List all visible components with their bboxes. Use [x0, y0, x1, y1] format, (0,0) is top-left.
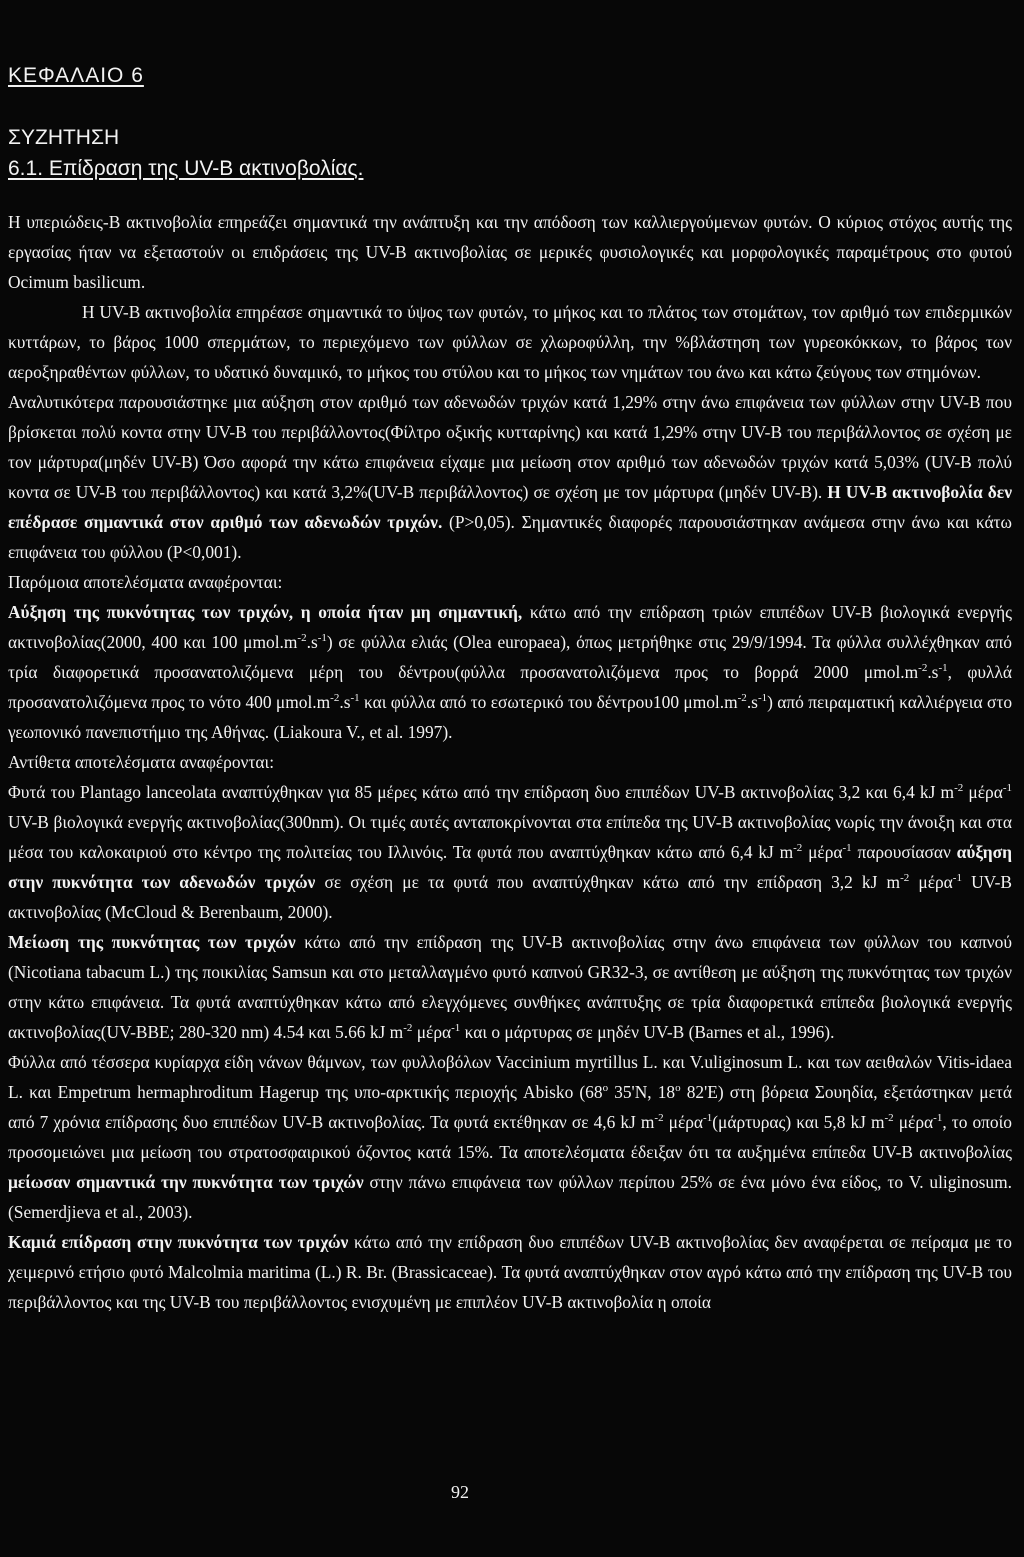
paragraph-plantago: Φυτά του Plantago lanceolata αναπτύχθηκαν για 85 μέρες κάτω από την επίδραση δυο επιπέδων UV-B ακτινοβολίας 3,2 και 6,4 kJ $m^{-2}$ μέρα$^{-1}$ UV-B βιολογικά ενεργής ακτινοβολίας(300nm). Οι τιμές αυτές ανταποκρίνονται στα επίπεδα της UV-B ακτινοβολίας νωρίς την άνοιξη και στα μέσα του καλοκαιριού στο κέντρο της πολιτείας του Ιλλινόις. Τα φυτά που αναπτύχθηκαν κάτω από 6,4 kJ $m^{-2}$ μέρα$^{-1}$ παρουσίασαν αύξηση στην πυκνότητα των αδενωδών τριχών σε σχέση με τα φυτά που αναπτύχθηκαν κάτω από την επίδραση 3,2 kJ $m^{-2}$ μέρα$^{-1}$ UV-B ακτινοβολίας (McCloud & Berenbaum, 2000). — [8, 782, 1012, 922]
paragraph-effects: Η UV-B ακτινοβολία επηρέασε σημαντικά το ύψος των φυτών, το μήκος και το πλάτος των στομάτων, τον αριθμό των επιδερμικών κυττάρων, το βάρος 1000 σπερμάτων, το περιεχόμενο των φύλλων σε χλωροφύλλη, την %βλάστηση των γυρεοκόκκων, το βάρος των αεροξηραθέντων φύλλων, το υδατικό δυναμικό, το μήκος του στύλου και το μήκος των νημάτων του άνω και κάτω ζεύγους των στημόνων. — [8, 302, 1012, 382]
chapter-heading: ΚΕΦΑΛΑΙΟ 6 — [8, 64, 144, 87]
paragraph-malcolmia: Καμιά επίδραση στην πυκνότητα των τριχών κάτω από την επίδραση δυο επιπέδων UV-B ακτινοβολίας δεν αναφέρεται σε πείραμα με το χειμερινό ετήσιο φυτό Malcolmia maritima (L.) R. Br. (Brassicaceae). Τα φυτά αναπτύχθηκαν στον αγρό κάτω από την επίδραση της UV-B του περιβάλλοντος και της UV-B του περιβάλλοντος ενισχυμένη με επιπλέον UV-B ακτινοβολία η οποία — [8, 1232, 1012, 1312]
paragraph-similar-heading: Παρόμοια αποτελέσματα αναφέρονται: — [8, 572, 283, 592]
paragraph-vaccinium: Φύλλα από τέσσερα κυρίαρχα είδη νάνων θάμνων, των φυλλοβόλων Vaccinium myrtillus L. και V.uliginosum L. και των αειθαλών Vitis-idaea L. και Empetrum hermaphroditum Hagerup της υπο-αρκτικής περιοχής Abisko (68$^o$ 35'N, 18$^o$ 82'E) στη βόρεια Σουηδία, εξετάστηκαν μετά από 7 χρόνια επίδρασης δυο επιπέδων UV-B ακτινοβολίας. Τα φυτά εκτέθηκαν σε 4,6 kJ $m^{-2}$ μέρα$^{-1}$(μάρτυρας) και 5,8 kJ $m^{-2}$ μέρα$^{-1}$, το οποίο προσομειώνει μια μείωση του στρατοσφαιρικού όζοντος κατά 15%. Τα αποτελέσματα έδειξαν ότι τα αυξημένα επίπεδα UV-B ακτινοβολίας μείωσαν σημαντικά την πυκνότητα των τριχών στην πάνω επιφάνεια των φύλλων περίπου 25% σε ένα μόνο ένα είδος, το V. uliginosum. (Semerdjieva et al., 2003). — [8, 1052, 1012, 1222]
paragraph-tobacco: Μείωση της πυκνότητας των τριχών κάτω από την επίδραση της UV-B ακτινοβολίας στην άνω επιφάνεια των φύλλων του καπνού (Nicotiana tabacum L.) της ποικιλίας Samsun και στο μεταλλαγμένο φυτό καπνού GR32-3, σε αντίθεση με αύξηση της πυκνότητας των τριχών στην κάτω επιφάνεια. Τα φυτά αναπτύχθηκαν κάτω από ελεγχόμενες συνθήκες ανάπτυξης σε τρία διαφορετικά επίπεδα βιολογικά ενεργής ακτινοβολίας(UV-BBE; 280-320 nm) 4.54 και 5.66 kJ $m^{-2}$ μέρα$^{-1}$ και ο μάρτυρας σε μηδέν UV-B (Barnes et al., 1996). — [8, 932, 1012, 1042]
paragraph-intro: Η υπεριώδεις-Β ακτινοβολία επηρεάζει σημαντικά την ανάπτυξη και την απόδοση των καλλιεργούμενων φυτών. Ο κύριος στόχος αυτής της εργασίας ήταν να εξεταστούν οι επιδράσεις της UV-B ακτινοβολίας σε μερικές φυσιολογικές και μορφολογικές παραμέτρους στο φυτού Ocimum basilicum. — [8, 212, 1012, 292]
paragraph-contrary-heading: Αντίθετα αποτελέσματα αναφέρονται: — [8, 752, 275, 772]
body-text — [8, 207, 1012, 1317]
bold-finding: Η UV-B ακτινοβολία δεν επέδρασε σημαντικά στον αριθμό των αδενωδών τριχών. — [8, 482, 1012, 532]
paragraph-olive: Αύξηση της πυκνότητας των τριχών, η οποία ήταν μη σημαντική, κάτω από την επίδραση τριών επιπέδων UV-B βιολογικά ενεργής ακτινοβολίας(2000, 400 και 100 $\mu mol.m^{-2}.s^{-1}$) σε φύλλα ελιάς (Olea europaea), όπως μετρήθηκε στις 29/9/1994. Τα φύλλα συλλέχθηκαν από τρία διαφορετικά προσανατολιζόμενα μέρη του δέντρου(φύλλα προσανατολιζόμενα προς το βορρά 2000 $\mu mol.m^{-2}.s^{-1}$, φυλλά προσανατολιζόμενα προς το νότο 400 $\mu mol.m^{-2}.s^{-1}$ και φύλλα από το εσωτερικό του δέντρου100 $\mu mol.m^{-2}.s^{-1}$) από πειραματική καλλιέργεια στο γεωπονικό πανεπιστήμιο της Αθήνας. (Liakoura V., et al. 1997). — [8, 602, 1013, 742]
paragraph-analysis: Αναλυτικότερα παρουσιάστηκε μια αύξηση στον αριθμό των αδενωδών τριχών κατά 1,29% στην άνω επιφάνεια των φύλλων στην UV-B που βρίσκεται πολύ κοντα στην UV-B του περιβάλλοντος(Φίλτρο οξικής κυτταρίνης) και κατά 1,29% στην UV-B του περιβάλλοντος σε σχέση με τον μάρτυρα(μηδέν UV-B) Όσο αφορά την κάτω επιφάνεια είχαμε μια μείωση στον αριθμό των αδενωδών τριχών κατά 5,03% (UV-B πολύ κοντα σε UV-B του περιβάλλοντος) και κατά 3,2%(UV-B περιβάλλοντος) σε σχέση με τον μάρτυρα (μηδέν UV-B). Η UV-B ακτινοβολία δεν επέδρασε σημαντικά στον αριθμό των αδενωδών τριχών. (P>0,05). Σημαντικές διαφορές παρουσιάστηκαν ανάμεσα στην άνω και κάτω επιφάνεια του φύλλου (P<0,001). — [8, 392, 1012, 562]
subsection-heading: 6.1. Επίδραση της UV-B ακτινοβολίας. — [8, 157, 364, 180]
section-heading: ΣΥΖΗΤΗΣΗ — [8, 126, 120, 149]
page-number: 92 — [451, 1482, 469, 1502]
